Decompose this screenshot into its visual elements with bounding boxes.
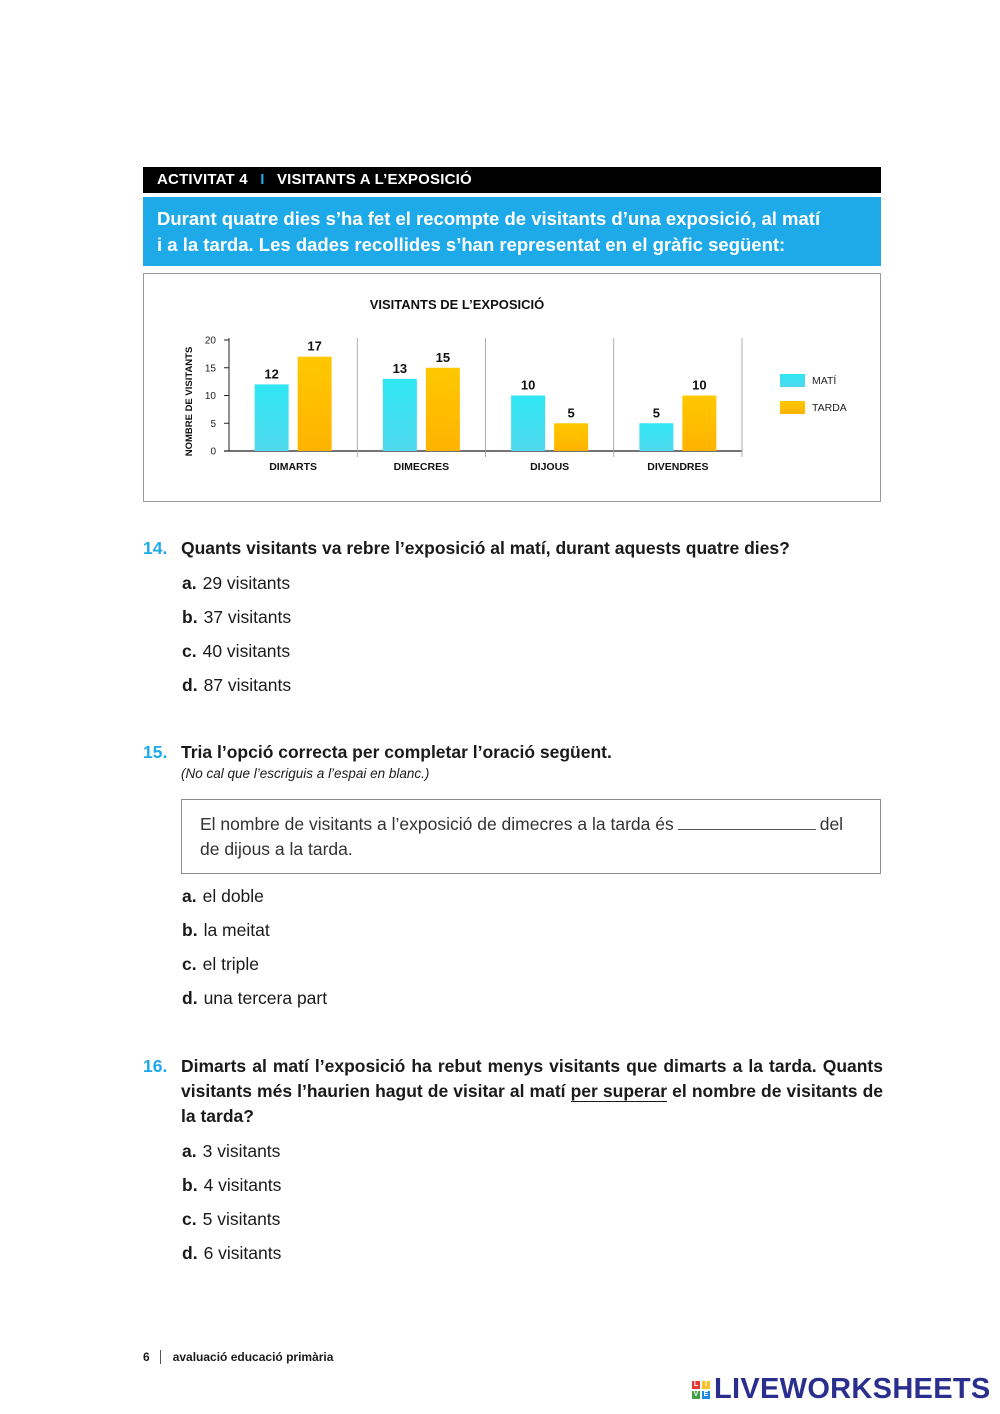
option-letter: c.: [182, 641, 197, 661]
option-a[interactable]: [182, 884, 883, 918]
option-text: 29 visitants: [202, 573, 291, 593]
x-tick-label: DIVENDRES: [647, 461, 709, 473]
activity-separator: I: [260, 171, 265, 188]
data-label: 10: [692, 377, 707, 393]
intro-line-2: i a la tarda. Les dades recollides s’han representat en el gràfic següent:: [157, 234, 786, 255]
bar-tarda: [298, 357, 332, 451]
option-text: 4 visitants: [203, 1175, 282, 1195]
data-label: 5: [652, 405, 660, 421]
option-letter: c.: [182, 1209, 197, 1229]
question-number: 15.: [143, 742, 168, 762]
option-d[interactable]: [182, 986, 883, 1020]
data-label: 17: [307, 338, 322, 354]
bar-matí: [639, 423, 673, 451]
bar-tarda: [426, 368, 460, 451]
option-letter: a.: [182, 1141, 197, 1161]
option-letter: b.: [182, 920, 198, 940]
y-tick-label: 20: [204, 335, 216, 347]
logo-cell: I: [702, 1381, 710, 1389]
data-label: 5: [567, 405, 575, 421]
bar-matí: [383, 379, 417, 451]
legend-label: TARDA: [812, 402, 847, 414]
y-tick-label: 5: [210, 418, 216, 430]
activity-intro: [143, 197, 881, 266]
question-text: Quants visitants va rebre l’exposició al matí, durant aquests quatre dies?: [181, 538, 790, 558]
logo-text: LIVEWORKSHEETS: [714, 1373, 991, 1405]
option-letter: a.: [182, 886, 197, 906]
chart-panel: [143, 273, 881, 502]
option-text: el triple: [202, 954, 260, 974]
chart-title: VISITANTS DE L’EXPOSICIÓ: [369, 297, 545, 312]
option-b[interactable]: [182, 918, 883, 952]
option-text: 37 visitants: [203, 607, 292, 627]
page-number: 6: [143, 1350, 150, 1364]
publication-title: avaluació educació primària: [172, 1350, 334, 1364]
x-tick-label: DIJOUS: [530, 461, 570, 473]
option-letter: a.: [182, 573, 197, 593]
option-list: [182, 1139, 883, 1275]
question-text-after: el nombre de visitants de la tarda?: [181, 1081, 884, 1126]
option-text: la meitat: [203, 920, 270, 940]
data-label: 13: [392, 360, 408, 376]
option-letter: d.: [182, 988, 198, 1008]
y-axis-label: NOMBRE DE VISITANTS: [184, 346, 195, 457]
question-15: [143, 740, 883, 1020]
option-a[interactable]: [182, 1139, 883, 1173]
logo-grid-icon: [692, 1381, 710, 1399]
option-text: 3 visitants: [202, 1141, 281, 1161]
underlined-phrase: per superar: [570, 1081, 668, 1101]
option-list: [182, 571, 883, 707]
option-letter: d.: [182, 675, 198, 695]
bar-matí: [255, 384, 289, 451]
question-text: Tria l’opció correcta per completar l’oració següent.: [181, 742, 612, 762]
activity-label: ACTIVITAT 4: [157, 171, 248, 188]
sentence-after: del de dijous a la tarda.: [200, 814, 844, 859]
x-tick-label: DIMARTS: [269, 461, 318, 473]
option-letter: b.: [182, 1175, 198, 1195]
option-letter: c.: [182, 954, 197, 974]
legend-swatch: [780, 401, 805, 414]
page-footer: [143, 1350, 333, 1364]
sentence-box: [181, 799, 881, 874]
logo-cell: E: [703, 1390, 709, 1398]
option-d[interactable]: [182, 673, 883, 707]
question-16: [143, 1054, 883, 1275]
option-c[interactable]: [182, 639, 883, 673]
bar-matí: [511, 396, 545, 452]
option-c[interactable]: [182, 1207, 883, 1241]
option-a[interactable]: [182, 571, 883, 605]
y-tick-label: 0: [210, 446, 216, 458]
question-text: [181, 1054, 883, 1129]
footer-divider: [160, 1350, 161, 1364]
question-number: 16.: [143, 1056, 168, 1076]
option-text: 87 visitants: [203, 675, 292, 695]
legend-label: MATÍ: [812, 375, 837, 387]
visitors-bar-chart: [144, 274, 880, 501]
logo-cell: L: [693, 1380, 699, 1388]
question-number: 14.: [143, 538, 168, 558]
activity-title: VISITANTS A L’EXPOSICIÓ: [276, 171, 472, 188]
sentence-before: El nombre de visitants a l’exposició de dimecres a la tarda és: [200, 814, 674, 834]
option-text: 6 visitants: [203, 1243, 282, 1263]
option-list: [182, 884, 883, 1020]
bar-tarda: [682, 396, 716, 452]
option-b[interactable]: [182, 1173, 883, 1207]
x-tick-label: DIMECRES: [393, 461, 450, 473]
data-label: 12: [264, 366, 279, 382]
intro-line-1: Durant quatre dies s’ha fet el recompte de visitants d’una exposició, al matí: [157, 208, 821, 229]
answer-blank[interactable]: [678, 811, 816, 830]
activity-header: [143, 167, 881, 193]
option-text: una tercera part: [203, 988, 328, 1008]
option-text: 40 visitants: [202, 641, 291, 661]
y-tick-label: 15: [204, 363, 216, 375]
question-text-before: Dimarts al matí l’exposició ha rebut menys visitants que dimarts a la tarda. Quants visitants més l’haurien hagut de visitar al matí: [181, 1056, 883, 1101]
option-letter: d.: [182, 1243, 198, 1263]
data-label: 15: [435, 349, 451, 365]
option-text: 5 visitants: [202, 1209, 281, 1229]
option-c[interactable]: [182, 952, 883, 986]
question-note: (No cal que l’escriguis a l’espai en blanc.): [181, 766, 430, 781]
legend-swatch: [780, 374, 805, 387]
question-14: [143, 536, 883, 707]
option-letter: b.: [182, 607, 198, 627]
liveworksheets-logo: [692, 1373, 991, 1406]
logo-cell: V: [693, 1390, 699, 1398]
data-label: 10: [520, 377, 536, 393]
option-d[interactable]: [182, 1241, 883, 1275]
y-tick-label: 10: [204, 391, 216, 402]
option-text: el doble: [202, 886, 264, 906]
option-b[interactable]: [182, 605, 883, 639]
bar-tarda: [554, 423, 588, 451]
